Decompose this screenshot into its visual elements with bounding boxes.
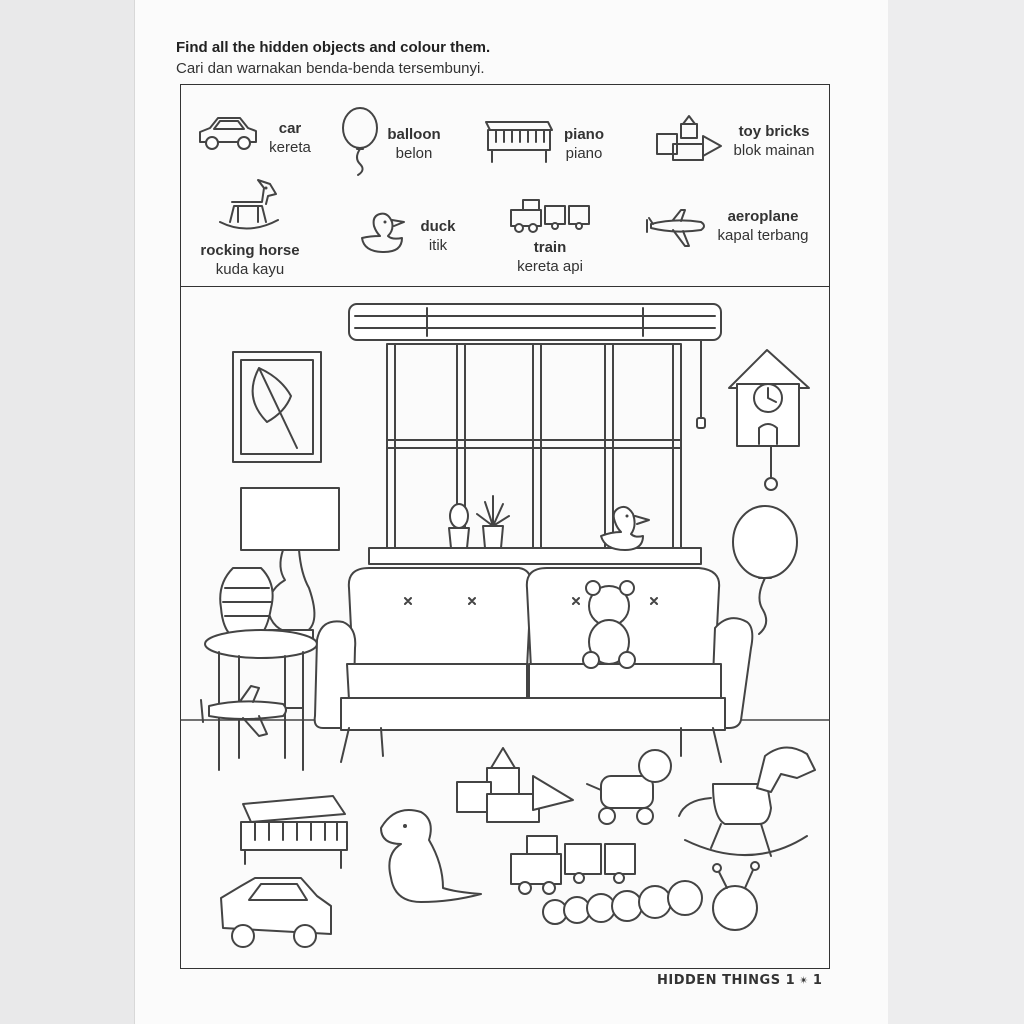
legend-label-piano [554,125,614,163]
hidden-toy-bricks [457,748,573,822]
cow-pull-toy [587,750,671,824]
balloon-icon [340,108,380,176]
label-en: balloon [387,126,441,143]
rocking-horse-icon [218,178,280,234]
window-blind [349,304,721,428]
footer-page-number: 1 [812,973,823,988]
toy-bricks-icon [655,116,725,162]
label-en: train [533,239,567,256]
hidden-duck [601,507,649,550]
label-en: piano [564,126,604,143]
piano-icon [482,118,554,164]
hidden-car [221,878,331,947]
instruction-subtitle: Cari dan warnakan benda-benda tersembunyi. [176,60,485,77]
legend-label-car [258,119,322,157]
hidden-balloon [733,506,797,634]
window [369,344,701,564]
label-ms: itik [428,237,448,254]
potted-plant [477,496,509,548]
aeroplane-icon [645,208,707,248]
instruction-title: Find all the hidden objects and colour them. [176,39,491,56]
legend-label-toy-bricks [722,122,826,160]
label-ms: piano [565,145,603,162]
duck-icon [358,210,408,254]
train-icon [507,196,593,236]
label-ms: belon [395,145,433,162]
footer-star-icon: ✴ [799,974,809,987]
label-ms: kuda kayu [215,261,285,278]
label-en: duck [420,218,456,235]
label-ms: kereta [269,139,311,156]
page-footer [657,973,822,988]
label-en: toy bricks [738,123,810,140]
label-ms: kereta api [517,258,583,275]
hidden-train [511,836,635,894]
hidden-aeroplane [201,686,286,736]
label-ms: kapal terbang [717,227,809,244]
page-edge [888,0,1024,1024]
hidden-rocking-horse [679,747,815,856]
wall-picture [233,352,321,462]
legend-label-aeroplane [706,207,820,245]
legend-label-train [500,238,600,276]
label-en: car [278,120,302,137]
label-ms: blok mainan [733,142,815,159]
dinosaur-toy [381,810,481,902]
car-icon [196,114,260,154]
label-en: aeroplane [727,208,799,225]
side-table [205,630,317,770]
legend-label-duck [410,217,466,255]
cuckoo-clock [729,350,809,490]
vase [220,568,272,638]
sofa [315,568,753,762]
hidden-piano [241,796,347,868]
living-room-scene [181,288,829,968]
footer-section-title: HIDDEN THINGS 1 [657,973,796,988]
label-en: rocking horse [200,242,300,259]
legend-label-balloon [376,125,452,163]
legend-label-rocking-horse [188,241,312,279]
